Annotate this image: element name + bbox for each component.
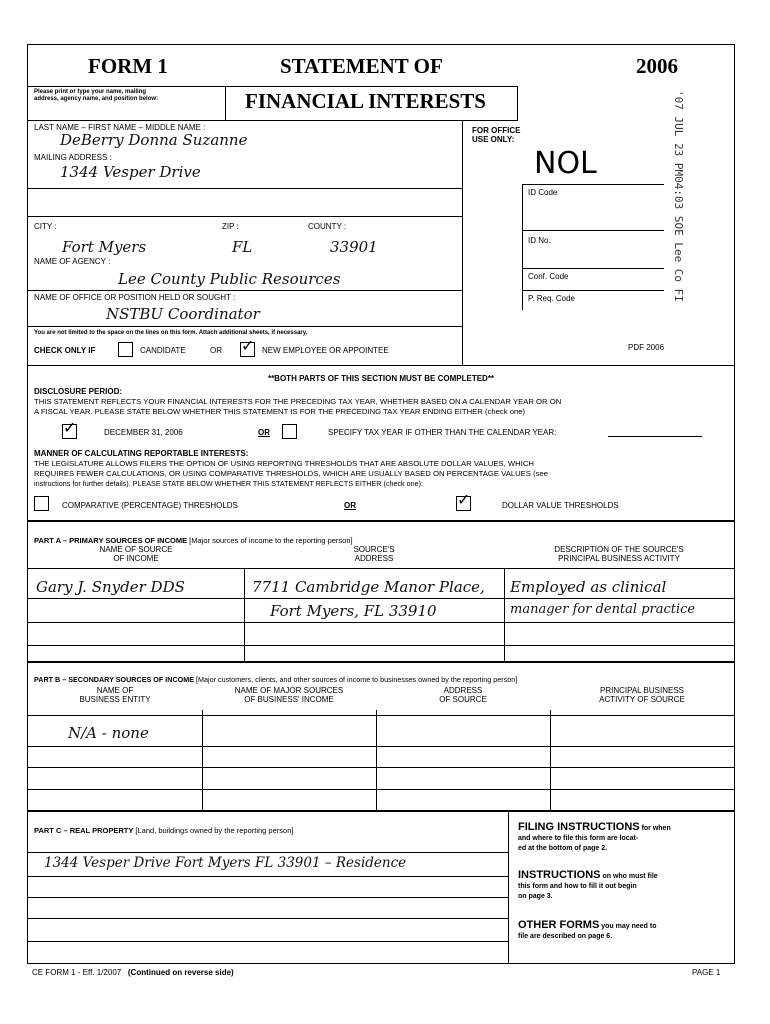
specify-label: SPECIFY TAX YEAR IF OTHER THAN THE CALENDAR YEAR: (328, 428, 557, 437)
part-b-col3-header: ADDRESS OF SOURCE (439, 686, 487, 704)
instructions-note: INSTRUCTIONS on who must file this form and how to fill it out begin on page 3. (518, 869, 658, 900)
part-a-row-line (28, 598, 734, 599)
mailing-line-2 (28, 216, 462, 217)
period-text-1: THIS STATEMENT REFLECTS YOUR FINANCIAL INTERESTS FOR THE PRECEDING TAX YEAR, WHETHER BASED ON A CALENDAR YEAR OR ON (34, 397, 562, 406)
both-parts-note: **BOTH PARTS OF THIS SECTION MUST BE COMPLETED** (267, 374, 495, 383)
mailing-address[interactable]: 1344 Vesper Drive (60, 163, 201, 181)
part-c-row-line (28, 852, 508, 853)
footer-page: PAGE 1 (692, 968, 721, 977)
id-code-line (522, 184, 664, 185)
part-b-col2-header: NAME OF MAJOR SOURCES OF BUSINESS' INCOME (234, 686, 344, 704)
new-employee-label: NEW EMPLOYEE OR APPOINTEE (262, 346, 389, 355)
part-a-col-line (244, 568, 245, 661)
header-divider-v (225, 86, 226, 120)
space-notice: You are not limited to the space on the lines on this form. Attach additional sheets, if necessary. (34, 330, 308, 336)
part-b-row-line (28, 767, 734, 768)
part-c-entry[interactable]: 1344 Vesper Drive Fort Myers FL 33901 – Residence (44, 855, 407, 871)
part-c-row-line (28, 876, 508, 877)
filer-bottom (28, 365, 734, 366)
part-c-row-line (28, 941, 508, 942)
part-c-sidebar-divider (508, 810, 509, 964)
mailing-label: MAILING ADDRESS : (34, 153, 112, 162)
form-number: FORM 1 (88, 54, 168, 78)
agency-label: NAME OF AGENCY : (34, 257, 111, 266)
part-c-row-line (28, 897, 508, 898)
filer-office-divider (462, 120, 463, 365)
period-text-2: A FISCAL YEAR. PLEASE STATE BELOW WHETHER THIS STATEMENT IS FOR THE PRECEDING TAX YEAR ENDING EITHER (check one) (34, 407, 526, 416)
office-inner-v (522, 184, 523, 310)
office-handwritten: NOL (534, 146, 597, 181)
disclosure-period-label: DISCLOSURE PERIOD: (34, 387, 123, 396)
part-a-col3-header: DESCRIPTION OF THE SOURCE'S PRINCIPAL BUSINESS ACTIVITY (554, 545, 684, 563)
part-a-row2-address[interactable]: Fort Myers, FL 33910 (270, 602, 437, 620)
city-label: CITY : (34, 222, 57, 231)
manner-label: MANNER OF CALCULATING REPORTABLE INTERESTS: (34, 449, 249, 458)
new-employee-checkbox[interactable] (240, 338, 255, 357)
received-stamp: '07 JUL 23 PM04:03 SOE Lee Co FI (672, 90, 685, 302)
part-a-col-line (504, 568, 505, 661)
header-right-v (517, 86, 518, 120)
print-instructions: Please print or type your name, mailing address, agency name, and position below: (34, 89, 159, 102)
part-a-row2-desc[interactable]: manager for dental practice (510, 602, 696, 617)
name-label: LAST NAME – FIRST NAME – MIDDLE NAME : (34, 123, 206, 132)
header-bottom (28, 120, 518, 121)
manner-text-1: THE LEGISLATURE ALLOWS FILERS THE OPTION OF USING REPORTING THRESHOLDS THAT ARE ABSOLUTE DOLLAR VALUES, WHICH (34, 459, 534, 468)
part-b-title: PART B – SECONDARY SOURCES OF INCOME [Major customers, clients, and other sources of income to businesses owned by the reporting person] (34, 675, 518, 684)
conf-code-label: Conf. Code (528, 272, 569, 281)
part-c-row-line (28, 918, 508, 919)
id-no-label: ID No. (528, 236, 551, 245)
part-b-col1-header: NAME OF BUSINESS ENTITY (79, 686, 151, 704)
manner-text-2: REQUIRES FEWER CALCULATIONS, OR USING COMPARATIVE THRESHOLDS, WHICH ARE USUALLY BASED ON PERCENTAGE VALUES (see (34, 469, 549, 478)
header-divider-right (500, 86, 518, 87)
check-mark-icon: ✓ (241, 338, 255, 355)
check-mark-icon: ✓ (457, 492, 471, 509)
disclosure-bottom (28, 520, 734, 522)
id-no-line (522, 230, 664, 231)
manner-text-3: instructions for further details). PLEASE STATE BELOW WHETHER THIS STATEMENT REFLECTS EITHER (check one): (34, 479, 424, 488)
office-use-label: FOR OFFICE USE ONLY: (472, 126, 521, 144)
period-or: OR (258, 428, 270, 437)
part-b-entry[interactable]: N/A - none (68, 724, 149, 742)
specify-blank[interactable] (608, 436, 702, 437)
dollar-checkbox[interactable] (456, 492, 471, 511)
mailing-line (28, 188, 462, 189)
zip-label: ZIP : (222, 222, 239, 231)
position-label: NAME OF OFFICE OR POSITION HELD OR SOUGHT : (34, 293, 236, 302)
part-b-row-line (28, 746, 734, 747)
part-b-bottom (28, 810, 734, 812)
check-only-label: CHECK ONLY IF (34, 346, 96, 355)
part-b-col-line (202, 710, 203, 810)
conf-code-line (522, 268, 664, 269)
candidate-checkbox[interactable] (118, 342, 133, 357)
part-a-col2-header: SOURCE'S ADDRESS (353, 545, 395, 563)
part-a-row1-desc[interactable]: Employed as clinical (510, 578, 667, 596)
part-a-header-line (28, 568, 734, 569)
form-year: 2006 (636, 54, 678, 78)
footer-form-id: CE FORM 1 - Eff. 1/2007 (Continued on reverse side) (32, 968, 234, 977)
part-c-title: PART C – REAL PROPERTY [Land, buildings owned by the reporting person] (34, 826, 294, 835)
part-a-col1-header: NAME OF SOURCE OF INCOME (99, 545, 173, 563)
or-label: OR (210, 346, 222, 355)
part-a-title: PART A – PRIMARY SOURCES OF INCOME [Major sources of income to the reporting person] (34, 536, 353, 545)
position-value[interactable]: NSTBU Coordinator (106, 305, 260, 323)
p-req-label: P. Req. Code (528, 294, 575, 303)
check-mark-icon: ✓ (63, 420, 77, 437)
id-code-label: ID Code (528, 188, 558, 197)
pdf-label: PDF 2006 (628, 343, 665, 352)
part-a-row-line (28, 645, 734, 646)
p-req-line (522, 290, 664, 291)
dollar-label: DOLLAR VALUE THRESHOLDS (502, 501, 619, 510)
part-a-row-line (28, 622, 734, 623)
position-line (28, 326, 462, 327)
part-b-row-line (28, 789, 734, 790)
agency-line (28, 290, 462, 291)
form-title-line2: FINANCIAL INTERESTS (245, 89, 486, 113)
comparative-checkbox[interactable] (34, 496, 49, 511)
agency-value[interactable]: Lee County Public Resources (118, 270, 341, 288)
city-value[interactable]: Fort Myers (62, 238, 147, 256)
part-a-bottom (28, 661, 734, 663)
specify-checkbox[interactable] (282, 424, 297, 439)
county-label: COUNTY : (308, 222, 347, 231)
dec31-checkbox[interactable] (62, 420, 77, 439)
header-divider (28, 86, 500, 87)
manner-or: OR (344, 501, 356, 510)
part-a-row1-address[interactable]: 7711 Cambridge Manor Place, (252, 578, 485, 596)
form-title-line1: STATEMENT OF (280, 54, 443, 78)
candidate-label: CANDIDATE (140, 346, 186, 355)
filing-instructions: FILING INSTRUCTIONS for when and where to file this form are locat- ed at the bottom of page 2. (518, 821, 671, 852)
dec31-label: DECEMBER 31, 2006 (104, 428, 183, 437)
part-b-col4-header: PRINCIPAL BUSINESS ACTIVITY OF SOURCE (599, 686, 685, 704)
part-b-col-line (550, 710, 551, 810)
other-forms-note: OTHER FORMS you may need to file are described on page 6. (518, 919, 657, 940)
part-a-row1-name[interactable]: Gary J. Snyder DDS (36, 578, 185, 596)
county-value[interactable]: 33901 (330, 238, 378, 256)
comparative-label: COMPARATIVE (PERCENTAGE) THRESHOLDS (62, 501, 238, 510)
zip-value[interactable]: FL (232, 238, 253, 256)
part-b-col-line (376, 710, 377, 810)
part-b-header-line (28, 715, 734, 716)
filer-name[interactable]: DeBerry Donna Suzanne (60, 131, 248, 149)
